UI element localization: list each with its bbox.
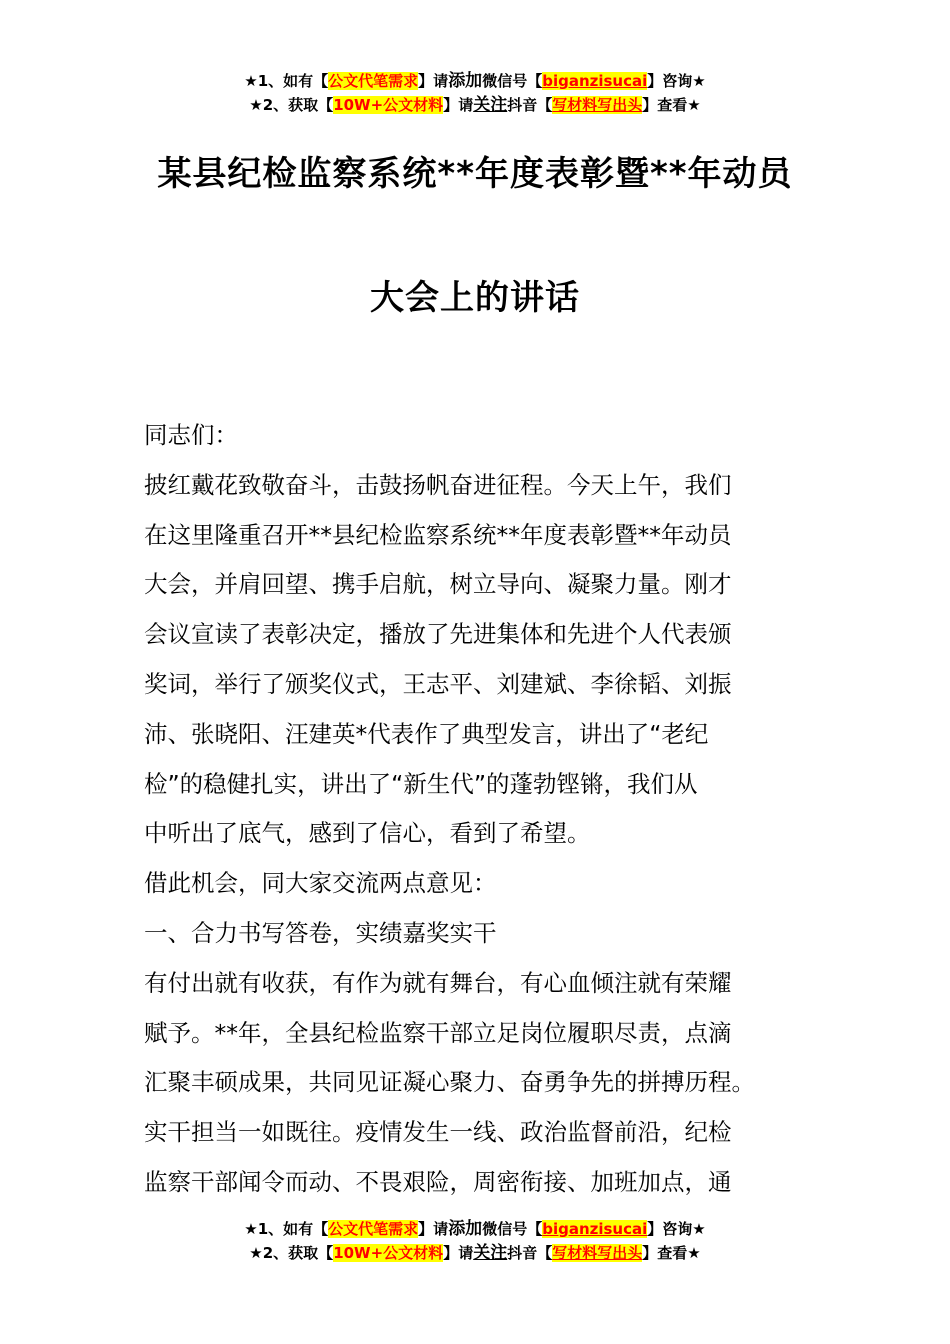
- body-line: 同志们：: [144, 421, 238, 449]
- banner-highlight: 公文代笔需求: [328, 1220, 419, 1238]
- body-line: 监察干部闻令而动、不畏艰险，周密衔接、加班加点，通: [144, 1167, 732, 1196]
- body-line: 在这里隆重召开**县纪检监察系统**年度表彰暨**年动员: [144, 520, 732, 549]
- body-line: 实干担当一如既往。疫情发生一线、政治监督前沿，纪检: [144, 1118, 732, 1147]
- banner-emphasis: 关注: [473, 95, 508, 115]
- body-line: 检”的稳健扎实，讲出了“新生代”的蓬勃铿锵，我们从: [144, 769, 698, 798]
- banner-highlight: 10W+公文材料: [333, 96, 444, 114]
- body-line: 借此机会，同大家交流两点意见：: [144, 869, 497, 898]
- section-heading: 一、合力书写答卷，实绩嘉奖实干: [144, 918, 497, 947]
- document-title-line-1: 某县纪检监察系统**年度表彰暨**年动员: [157, 154, 793, 194]
- body-line: 奖词，举行了颁奖仪式，王志平、刘建斌、李徐韬、刘振: [144, 669, 732, 698]
- banner-line-2: [0, 93, 950, 117]
- banner-line-2: [0, 1241, 950, 1265]
- banner-text: 抖音【: [507, 1244, 553, 1262]
- banner-highlight: 10W+公文材料: [333, 1244, 444, 1262]
- banner-emphasis: 添加: [448, 1219, 483, 1239]
- header-banner: [0, 69, 950, 117]
- banner-text: ★1、如有【: [244, 72, 329, 90]
- banner-text: 】请: [443, 1244, 474, 1262]
- document-body: [144, 411, 809, 1208]
- banner-text: 】查看★: [642, 96, 701, 114]
- body-line: 披红戴花致敬奋斗，击鼓扬帆奋进征程。今天上午，我们: [144, 470, 732, 499]
- banner-text: ★2、获取【: [249, 96, 334, 114]
- banner-text: 】请: [418, 72, 449, 90]
- body-line: 大会，并肩回望、携手启航，树立导向、凝聚力量。刚才: [144, 570, 732, 599]
- banner-line-1: [0, 1217, 950, 1241]
- banner-wechat-id: biganzisucai: [542, 72, 648, 90]
- body-line: 会议宣读了表彰决定，播放了先进集体和先进个人代表颁: [144, 620, 732, 649]
- banner-text: ★2、获取【: [249, 1244, 334, 1262]
- banner-text: 】查看★: [642, 1244, 701, 1262]
- banner-highlight: 公文代笔需求: [328, 72, 419, 90]
- body-line: 有付出就有收获，有作为就有舞台，有心血倾注就有荣耀: [144, 968, 732, 997]
- body-line: 中听出了底气，感到了信心，看到了希望。: [144, 819, 591, 848]
- banner-text: 微信号【: [482, 72, 543, 90]
- body-line: 汇聚丰硕成果，共同见证凝心聚力、奋勇争先的拼搏历程。: [144, 1068, 755, 1097]
- banner-text: 】请: [443, 96, 474, 114]
- banner-douyin-id: 写材料写出头: [552, 96, 643, 114]
- banner-text: 】咨询★: [647, 1220, 706, 1238]
- body-line: 赋予。**年，全县纪检监察干部立足岗位履职尽责，点滴: [144, 1018, 732, 1047]
- banner-text: 】请: [418, 1220, 449, 1238]
- footer-banner: [0, 1217, 950, 1265]
- body-line: 沛、张晓阳、汪建英*代表作了典型发言，讲出了“老纪: [144, 719, 709, 748]
- banner-text: ★1、如有【: [244, 1220, 329, 1238]
- banner-line-1: [0, 69, 950, 93]
- banner-emphasis: 添加: [448, 71, 483, 91]
- banner-emphasis: 关注: [473, 1243, 508, 1263]
- document-title-line-2: 大会上的讲话: [370, 278, 580, 318]
- banner-wechat-id: biganzisucai: [542, 1220, 648, 1238]
- banner-douyin-id: 写材料写出头: [552, 1244, 643, 1262]
- banner-text: 抖音【: [507, 96, 553, 114]
- banner-text: 微信号【: [482, 1220, 543, 1238]
- banner-text: 】咨询★: [647, 72, 706, 90]
